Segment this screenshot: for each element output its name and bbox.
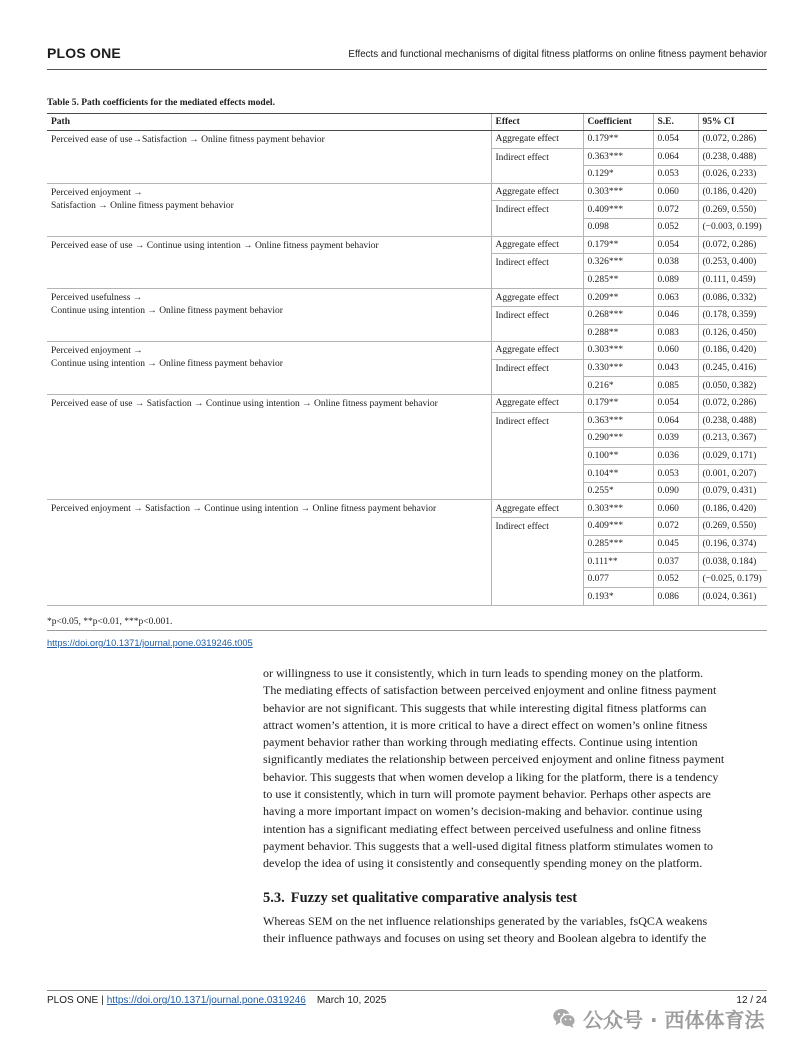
path-cell xyxy=(47,289,491,342)
page-footer xyxy=(47,995,386,1007)
body-paragraph xyxy=(263,665,724,873)
table-doi-link[interactable]: https://doi.org/10.1371/journal.pone.0319246.t005 xyxy=(47,638,253,648)
column-header-path: Path xyxy=(47,114,491,131)
text-line: attract women’s attention, it is more critical to have a direct effect on women’s online fitness xyxy=(263,717,708,732)
se-cell: 0.043 xyxy=(653,359,698,377)
effect-cell: Aggregate effect xyxy=(491,183,583,201)
path-cell xyxy=(47,236,491,289)
coefficient-cell: 0.179** xyxy=(583,131,653,149)
coefficient-cell: 0.111** xyxy=(583,553,653,571)
ci-cell: (−0.003, 0.199) xyxy=(698,218,767,236)
table-row xyxy=(47,342,767,360)
se-cell: 0.072 xyxy=(653,518,698,536)
path-line: Perceived enjoyment → Satisfaction → Continue using intention → Online fitness payment behavior xyxy=(51,504,437,515)
ci-cell: (0.001, 0.207) xyxy=(698,465,767,483)
text-line: develop the idea of using it consistently and consequently spending money on the platform. xyxy=(263,856,703,871)
footer-journal-name: PLOS ONE xyxy=(47,995,99,1006)
table-row xyxy=(47,183,767,201)
coefficient-cell: 0.288** xyxy=(583,324,653,342)
text-line: significantly mediates the relationship between perceived enjoyment and online fitness payment xyxy=(263,752,725,767)
path-cell xyxy=(47,500,491,606)
se-cell: 0.072 xyxy=(653,201,698,219)
path-line: Satisfaction → Online fitness payment behavior xyxy=(51,200,234,211)
ci-cell: (0.038, 0.184) xyxy=(698,553,767,571)
effect-cell: Indirect effect xyxy=(491,412,583,500)
ci-cell: (0.269, 0.550) xyxy=(698,518,767,536)
se-cell: 0.045 xyxy=(653,535,698,553)
se-cell: 0.053 xyxy=(653,166,698,184)
ci-cell: (0.245, 0.416) xyxy=(698,359,767,377)
ci-cell: (0.178, 0.359) xyxy=(698,306,767,324)
ci-cell: (0.072, 0.286) xyxy=(698,131,767,149)
journal-name: PLOS ONE xyxy=(47,45,121,61)
se-cell: 0.090 xyxy=(653,482,698,500)
effect-cell: Aggregate effect xyxy=(491,342,583,360)
footer-date: March 10, 2025 xyxy=(316,995,387,1006)
coefficient-cell: 0.303*** xyxy=(583,500,653,518)
column-header-effect: Effect xyxy=(491,114,583,131)
coefficient-cell: 0.209** xyxy=(583,289,653,307)
effect-cell: Indirect effect xyxy=(491,254,583,289)
ci-cell: (0.238, 0.488) xyxy=(698,412,767,430)
effect-cell: Indirect effect xyxy=(491,359,583,394)
text-line: intention has a significant mediating effect between perceived usefulness and online fitness xyxy=(263,821,701,836)
text-line: their influence pathways and focuses on using set theory and Boolean algebra to identify the xyxy=(263,930,707,945)
ci-cell: (0.269, 0.550) xyxy=(698,201,767,219)
coefficient-cell: 0.179** xyxy=(583,236,653,254)
path-line: Perceived ease of use → Satisfaction → Continue using intention → Online fitness payment behavior xyxy=(51,398,438,409)
se-cell: 0.086 xyxy=(653,588,698,606)
effect-cell: Indirect effect xyxy=(491,518,583,606)
page-number: 12 / 24 xyxy=(736,995,767,1006)
text-line: Whereas SEM on the net influence relationships generated by the variables, fsQCA weakens xyxy=(263,913,708,928)
path-line: Perceived enjoyment → xyxy=(51,346,143,357)
se-cell: 0.064 xyxy=(653,412,698,430)
ci-cell: (0.029, 0.171) xyxy=(698,447,767,465)
footer-doi-link[interactable]: https://doi.org/10.1371/journal.pone.0319246 xyxy=(106,995,306,1006)
coefficient-cell: 0.363*** xyxy=(583,148,653,166)
se-cell: 0.037 xyxy=(653,553,698,571)
section-number: 5.3. xyxy=(263,890,285,906)
path-line: Perceived usefulness → xyxy=(51,293,143,304)
se-cell: 0.052 xyxy=(653,570,698,588)
coefficient-cell: 0.330*** xyxy=(583,359,653,377)
coefficient-cell: 0.409*** xyxy=(583,201,653,219)
coefficient-cell: 0.285** xyxy=(583,271,653,289)
path-cell xyxy=(47,342,491,395)
coefficient-cell: 0.255* xyxy=(583,482,653,500)
text-line: having a more important impact on women’s decision-making and behavior. continue using xyxy=(263,804,703,819)
se-cell: 0.063 xyxy=(653,289,698,307)
se-cell: 0.083 xyxy=(653,324,698,342)
se-cell: 0.054 xyxy=(653,236,698,254)
ci-cell: (0.196, 0.374) xyxy=(698,535,767,553)
se-cell: 0.046 xyxy=(653,306,698,324)
table-body xyxy=(47,131,767,606)
se-cell: 0.054 xyxy=(653,394,698,412)
coefficient-cell: 0.363*** xyxy=(583,412,653,430)
body-paragraph xyxy=(263,913,707,948)
ci-cell: (0.186, 0.420) xyxy=(698,342,767,360)
se-cell: 0.060 xyxy=(653,342,698,360)
effect-cell: Aggregate effect xyxy=(491,394,583,412)
coefficient-cell: 0.104** xyxy=(583,465,653,483)
path-cell xyxy=(47,394,491,500)
text-line: The mediating effects of satisfaction between perceived enjoyment and online fitness payment xyxy=(263,683,717,698)
text-line: payment behavior rather than working through mediating effects. Continue using intention xyxy=(263,735,698,750)
se-cell: 0.036 xyxy=(653,447,698,465)
ci-cell: (0.072, 0.286) xyxy=(698,236,767,254)
coefficient-cell: 0.326*** xyxy=(583,254,653,272)
coefficient-cell: 0.303*** xyxy=(583,183,653,201)
table-row xyxy=(47,236,767,254)
ci-cell: (0.126, 0.450) xyxy=(698,324,767,342)
effect-cell: Indirect effect xyxy=(491,306,583,341)
ci-cell: (0.050, 0.382) xyxy=(698,377,767,395)
se-cell: 0.060 xyxy=(653,500,698,518)
ci-cell: (0.024, 0.361) xyxy=(698,588,767,606)
coefficient-cell: 0.077 xyxy=(583,570,653,588)
watermark-text: 公众号 · 西体体育法 xyxy=(583,1007,765,1031)
column-header-se: S.E. xyxy=(653,114,698,131)
coefficient-cell: 0.179** xyxy=(583,394,653,412)
se-cell: 0.052 xyxy=(653,218,698,236)
effect-cell: Aggregate effect xyxy=(491,131,583,149)
coefficient-cell: 0.285*** xyxy=(583,535,653,553)
column-header-ci: 95% CI xyxy=(698,114,767,131)
path-line: Continue using intention → Online fitness payment behavior xyxy=(51,359,283,370)
table-row xyxy=(47,500,767,518)
path-cell xyxy=(47,183,491,236)
coefficient-cell: 0.100** xyxy=(583,447,653,465)
se-cell: 0.054 xyxy=(653,131,698,149)
ci-cell: (0.186, 0.420) xyxy=(698,500,767,518)
coefficient-cell: 0.268*** xyxy=(583,306,653,324)
ci-cell: (0.079, 0.431) xyxy=(698,482,767,500)
table-footnote: *p<0.05, **p<0.01, ***p<0.001. xyxy=(47,617,173,627)
table-caption: Table 5. Path coefficients for the mediated effects model. xyxy=(47,98,275,108)
text-line: behavior. This suggests that when women develop a liking for the platform, there is a tendency xyxy=(263,769,719,784)
path-line: Perceived enjoyment → xyxy=(51,187,143,198)
section-title: Fuzzy set qualitative comparative analysis test xyxy=(290,890,578,906)
coefficient-cell: 0.409*** xyxy=(583,518,653,536)
effect-cell: Aggregate effect xyxy=(491,289,583,307)
footer-rule xyxy=(47,990,767,991)
path-line: Continue using intention → Online fitness payment behavior xyxy=(51,306,283,317)
ci-cell: (0.086, 0.332) xyxy=(698,289,767,307)
se-cell: 0.060 xyxy=(653,183,698,201)
ci-cell: (0.026, 0.233) xyxy=(698,166,767,184)
path-line: Perceived ease of use→Satisfaction → Online fitness payment behavior xyxy=(51,135,325,145)
ci-cell: (0.238, 0.488) xyxy=(698,148,767,166)
ci-cell: (0.111, 0.459) xyxy=(698,271,767,289)
coefficient-cell: 0.290*** xyxy=(583,430,653,448)
path-cell xyxy=(47,131,491,184)
text-line: behavior are not significant. This suggests that while interesting digital fitness platforms can xyxy=(263,700,707,715)
ci-cell: (0.253, 0.400) xyxy=(698,254,767,272)
ci-cell: (−0.025, 0.179) xyxy=(698,570,767,588)
ci-cell: (0.186, 0.420) xyxy=(698,183,767,201)
se-cell: 0.085 xyxy=(653,377,698,395)
se-cell: 0.089 xyxy=(653,271,698,289)
column-header-coefficient: Coefficient xyxy=(583,114,653,131)
text-line: to use it consistently, which in turn will promote payment behavior. Perhaps other aspects are xyxy=(263,787,711,802)
path-line: Perceived ease of use → Continue using intention → Online fitness payment behavior xyxy=(51,240,379,251)
section-heading xyxy=(263,889,577,907)
coefficient-cell: 0.193* xyxy=(583,588,653,606)
text-line: payment behavior. This suggests that a well-used digital fitness platform stimulates women to xyxy=(263,838,714,853)
se-cell: 0.039 xyxy=(653,430,698,448)
coefficient-cell: 0.129* xyxy=(583,166,653,184)
se-cell: 0.053 xyxy=(653,465,698,483)
footer-separator: | xyxy=(101,995,104,1006)
table-bottom-rule xyxy=(47,630,767,631)
table-row xyxy=(47,289,767,307)
ci-cell: (0.213, 0.367) xyxy=(698,430,767,448)
ci-cell: (0.072, 0.286) xyxy=(698,394,767,412)
effect-cell: Indirect effect xyxy=(491,201,583,236)
coefficient-cell: 0.216* xyxy=(583,377,653,395)
table-row xyxy=(47,394,767,412)
coefficient-cell: 0.303*** xyxy=(583,342,653,360)
wechat-icon xyxy=(553,1008,576,1029)
text-line: or willingness to use it consistently, which in turn leads to spending money on the platform. xyxy=(263,666,704,680)
header-rule xyxy=(47,69,767,70)
running-title: Effects and functional mechanisms of digital fitness platforms on online fitness payment behavior xyxy=(348,49,767,60)
watermark xyxy=(553,1005,808,1031)
coefficient-cell: 0.098 xyxy=(583,218,653,236)
se-cell: 0.038 xyxy=(653,254,698,272)
table-header-row xyxy=(47,114,767,131)
effect-cell: Aggregate effect xyxy=(491,500,583,518)
effect-cell: Aggregate effect xyxy=(491,236,583,254)
effect-cell: Indirect effect xyxy=(491,148,583,183)
path-coefficients-table xyxy=(47,113,767,606)
se-cell: 0.064 xyxy=(653,148,698,166)
table-row xyxy=(47,131,767,149)
